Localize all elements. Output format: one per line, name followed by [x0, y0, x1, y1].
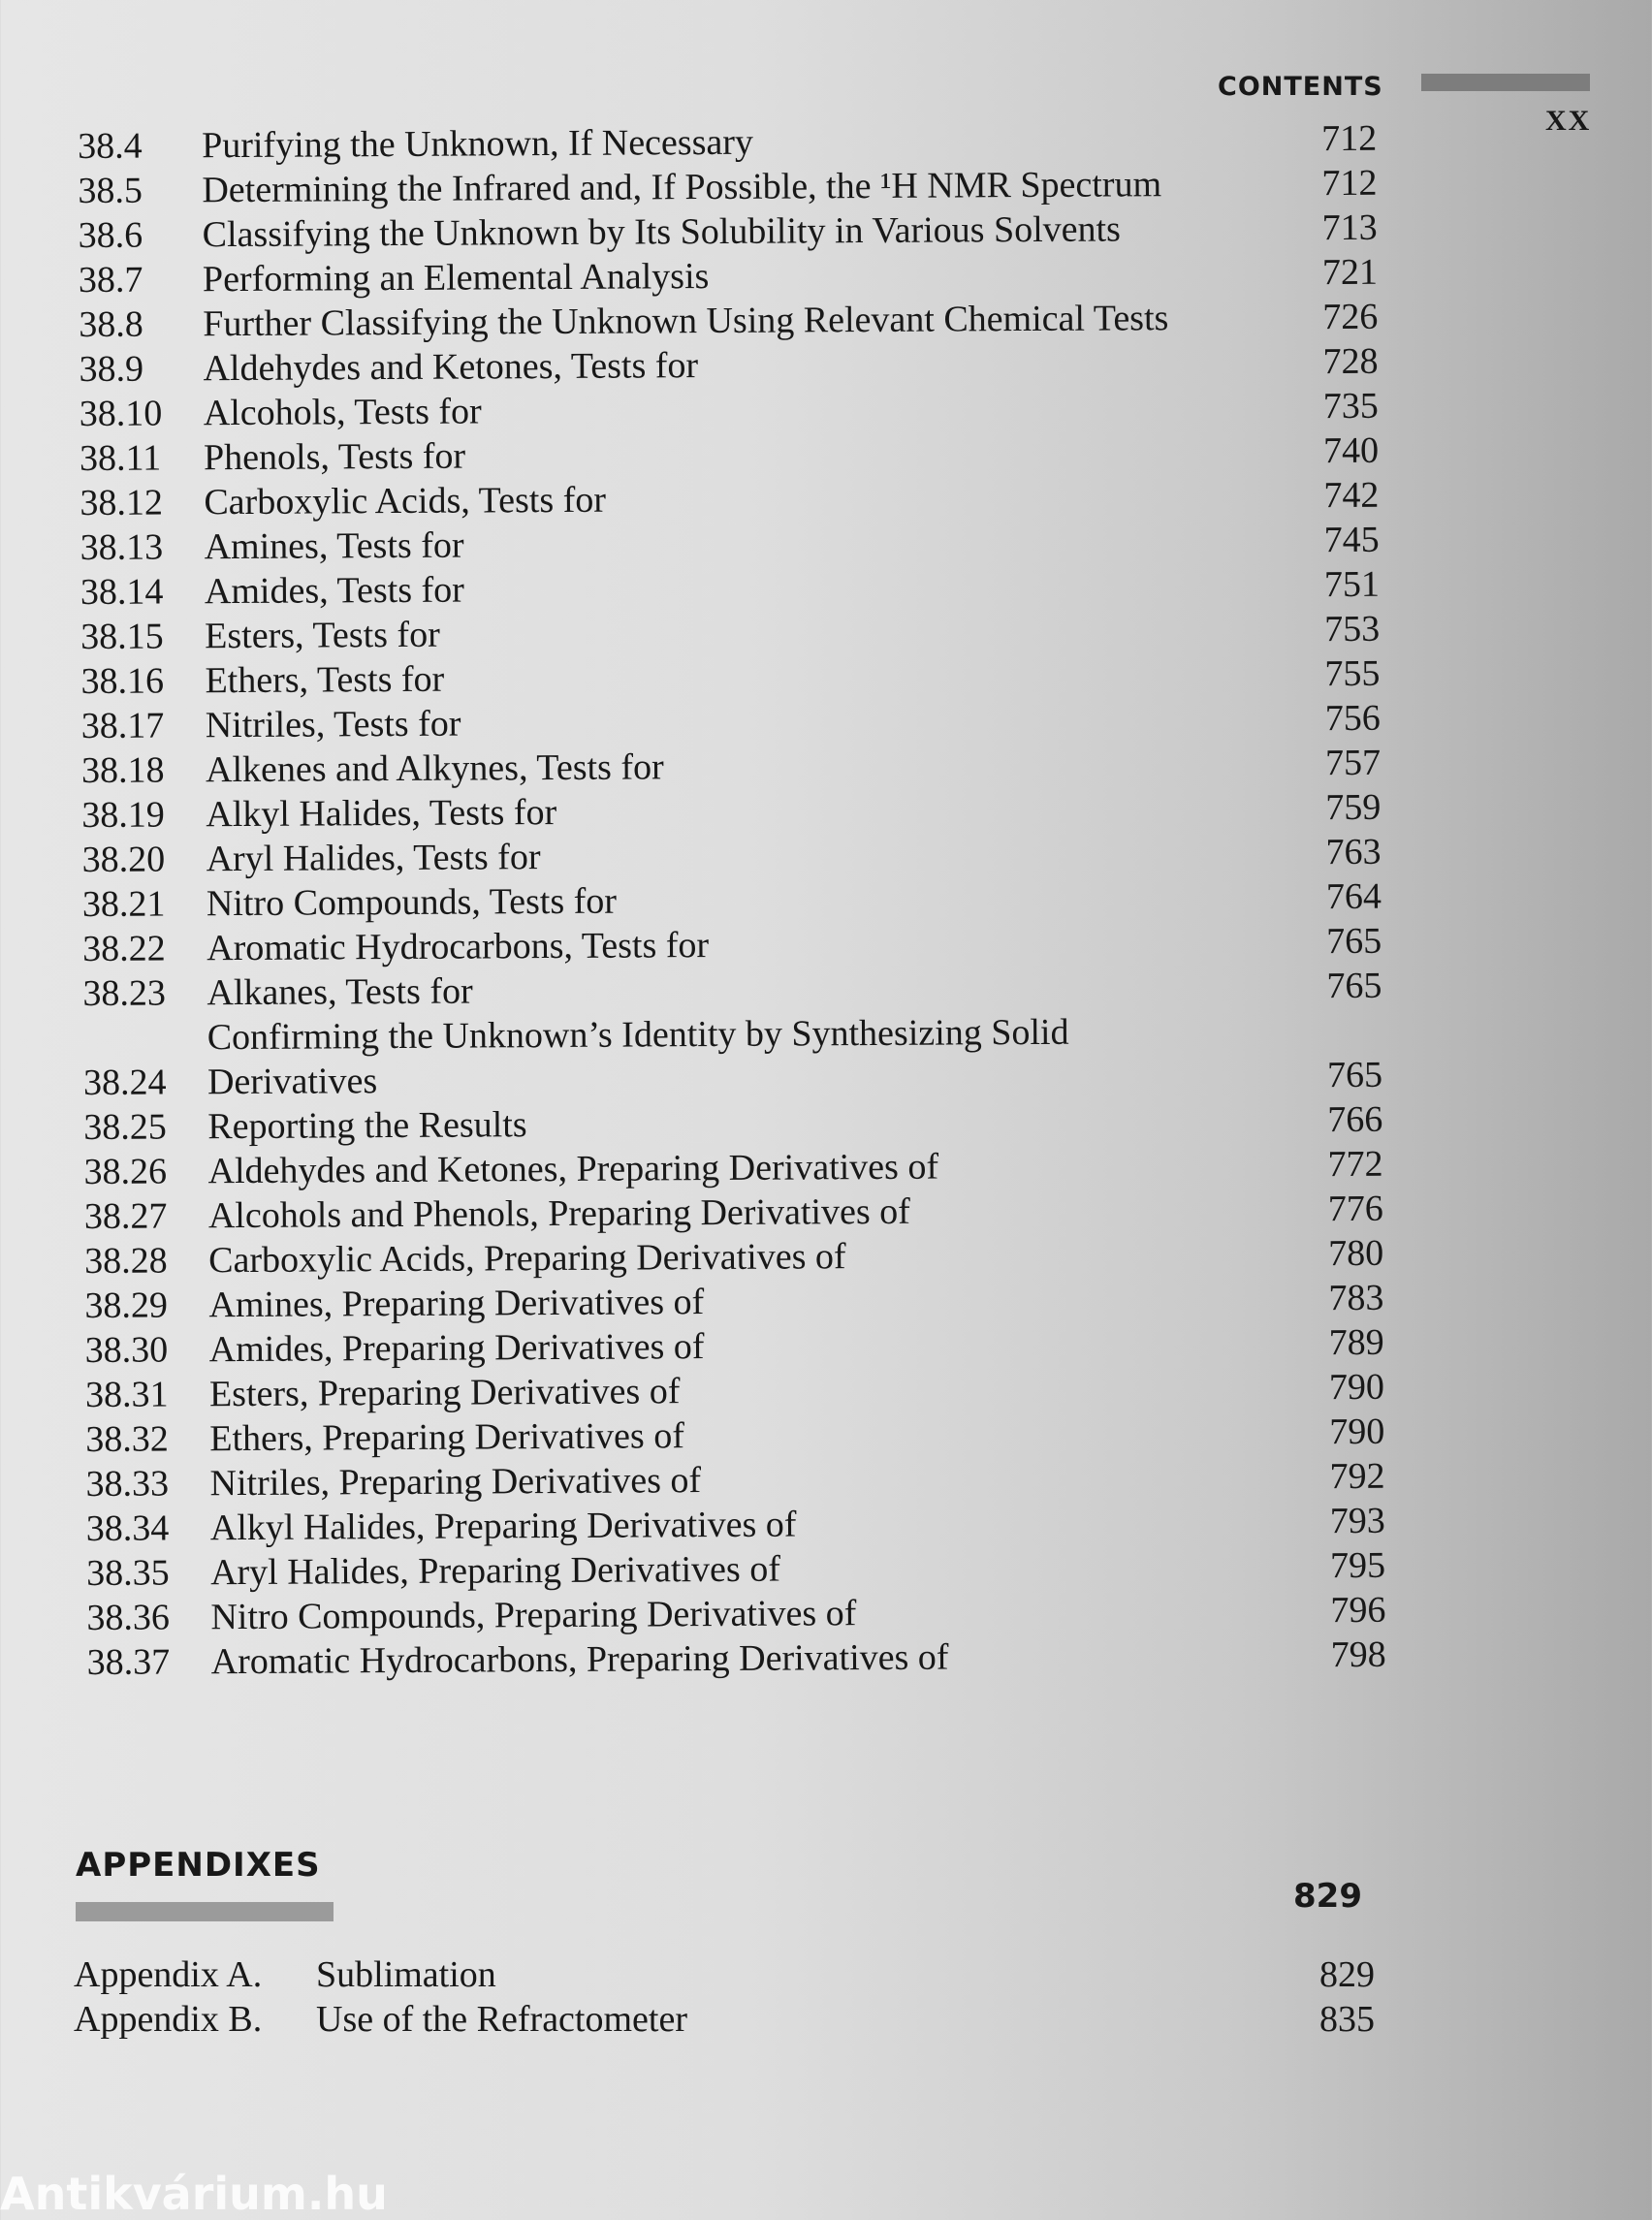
toc-entry-title: Amines, Preparing Derivatives of	[208, 1282, 705, 1326]
toc-entry-number: 38.29	[84, 1284, 169, 1326]
toc-entry-title: Ethers, Preparing Derivatives of	[209, 1415, 685, 1460]
toc-entry-number: 38.8	[79, 303, 143, 345]
appendix-entry-page: 835	[1319, 1999, 1375, 2040]
toc-entry	[85, 1454, 1384, 1506]
toc-entry-page: 765	[1326, 920, 1382, 963]
toc-entry-page: 772	[1327, 1143, 1383, 1186]
toc-entry-page: 735	[1322, 385, 1379, 428]
toc-entry-number: 38.11	[79, 437, 162, 479]
toc-entry-page: 742	[1323, 474, 1380, 517]
appendix-entry-page: 829	[1319, 1954, 1375, 1995]
toc-entry	[79, 473, 1379, 525]
toc-entry-title: Alkyl Halides, Preparing Derivatives of	[209, 1504, 797, 1549]
toc-entry-page: 764	[1325, 875, 1382, 918]
toc-entry-number: 38.24	[82, 1062, 167, 1103]
appendix-entry-title: Use of the Refractometer	[316, 1999, 687, 2040]
toc-entry	[80, 607, 1380, 659]
toc-entry	[80, 518, 1380, 570]
toc-entry-page: 776	[1327, 1188, 1383, 1230]
toc-entry-page: 712	[1321, 162, 1378, 205]
appendixes-rule	[76, 1902, 334, 1921]
toc-entry-number: 38.9	[79, 348, 144, 390]
toc-entry	[79, 295, 1378, 347]
toc-entry-title: Nitro Compounds, Preparing Derivatives of	[210, 1593, 857, 1638]
toc-entry-number: 38.32	[85, 1418, 169, 1460]
toc-entry-page: 766	[1327, 1098, 1383, 1141]
toc-entry-page: 783	[1328, 1277, 1384, 1319]
toc-entry-number: 38.25	[83, 1106, 167, 1148]
toc-entry-title: Ethers, Tests for	[205, 658, 445, 702]
toc-entry-number: 38.28	[84, 1240, 168, 1282]
toc-entry-page: 798	[1330, 1633, 1386, 1676]
toc-entry-number: 38.27	[83, 1195, 168, 1237]
toc-entry-number: 38.36	[86, 1597, 171, 1638]
toc-entry-title: Classifying the Unknown by Its Solubility in Various Solvents	[202, 208, 1122, 256]
appendix-entry-label: Appendix A.	[74, 1954, 263, 1995]
toc-entry-page: 790	[1328, 1366, 1385, 1409]
toc-entry-title: Performing an Elemental Analysis	[202, 256, 710, 301]
toc-entry-number: 38.7	[78, 259, 143, 301]
toc-entry-page: 728	[1322, 340, 1379, 383]
toc-entry-page: 796	[1330, 1589, 1386, 1632]
toc-entry-number: 38.6	[78, 214, 143, 256]
toc-entry	[81, 830, 1381, 882]
toc-entry-title: Aryl Halides, Tests for	[206, 837, 541, 880]
toc-entry-title: Confirming the Unknown’s Identity by Synthesizing Solid Derivatives	[206, 1011, 1069, 1103]
toc-entry	[82, 964, 1382, 1016]
toc-entry-title: Alkanes, Tests for	[206, 970, 473, 1014]
toc-entry	[82, 874, 1382, 927]
appendixes-heading: APPENDIXES	[76, 1846, 321, 1885]
toc-entry	[80, 562, 1380, 615]
toc-entry	[85, 1320, 1384, 1373]
appendix-entry-title: Sublimation	[316, 1954, 496, 1995]
watermark: Antikvárium.hu	[0, 2168, 388, 2220]
toc-entry	[85, 1365, 1384, 1417]
toc-entry-page: 792	[1329, 1455, 1385, 1498]
toc-entry-page: 726	[1322, 296, 1379, 338]
page-number: XX	[1545, 105, 1592, 137]
toc-entry-title: Esters, Tests for	[205, 614, 440, 657]
toc-entry	[87, 1633, 1386, 1685]
toc-entry-number: 38.23	[82, 972, 167, 1014]
toc-entry	[83, 1142, 1382, 1194]
toc-entry-page: 795	[1329, 1544, 1386, 1587]
toc-entry-page: 759	[1325, 786, 1382, 829]
appendix-entry	[74, 1997, 1375, 2042]
toc-entry-number: 38.26	[83, 1151, 168, 1192]
toc-entry-title: Amides, Preparing Derivatives of	[208, 1326, 705, 1371]
toc-entry-title: Further Classifying the Unknown Using Relevant Chemical Tests	[203, 298, 1169, 345]
toc-entry-page: 721	[1321, 251, 1379, 294]
toc-entry-number: 38.35	[86, 1552, 170, 1594]
toc-entry-title: Alkyl Halides, Tests for	[206, 791, 557, 836]
toc-entry	[78, 116, 1377, 169]
toc-entry-number: 38.22	[82, 928, 166, 969]
toc-entry	[81, 696, 1381, 748]
toc-entry-title: Alcohols and Phenols, Preparing Derivatives of	[207, 1190, 910, 1237]
toc-entry-number: 38.21	[81, 883, 166, 925]
toc-entry-number: 38.20	[81, 839, 166, 880]
toc-entry-page: 740	[1322, 429, 1380, 472]
appendix-list	[74, 1952, 1375, 2042]
toc-entry-number: 38.33	[85, 1463, 170, 1505]
toc-entry	[84, 1231, 1383, 1284]
toc-entry-number: 38.18	[80, 749, 165, 791]
toc-entry-title: Phenols, Tests for	[203, 435, 466, 479]
toc-entry-number: 38.34	[85, 1507, 170, 1549]
running-head: CONTENTS	[1218, 72, 1383, 102]
toc-entry-title: Aldehydes and Ketones, Tests for	[203, 345, 699, 390]
toc-entry-title: Aromatic Hydrocarbons, Preparing Derivatives of	[210, 1636, 949, 1683]
toc-entry-title: Purifying the Unknown, If Necessary	[202, 121, 754, 167]
toc-entry-page: 763	[1325, 831, 1382, 873]
appendix-entry	[74, 1952, 1375, 1997]
toc-entry	[85, 1410, 1384, 1462]
toc-entry-page: 790	[1329, 1411, 1385, 1453]
toc-entry	[86, 1499, 1385, 1551]
toc-entry-title: Amines, Tests for	[204, 524, 464, 568]
toc-entry-page: 757	[1324, 742, 1382, 784]
toc-entry-number: 38.10	[79, 393, 163, 434]
toc-entry-title: Alkenes and Alkynes, Tests for	[205, 746, 664, 791]
toc-entry-number: 38.16	[80, 660, 165, 702]
toc-entry	[79, 339, 1378, 392]
toc-entry-title: Nitro Compounds, Tests for	[206, 880, 618, 925]
toc-entry-number: 38.13	[79, 526, 164, 568]
toc-entry-title: Reporting the Results	[207, 1104, 527, 1148]
appendix-entry-label: Appendix B.	[74, 1999, 263, 2040]
toc-entry-title: Nitriles, Preparing Derivatives of	[209, 1460, 702, 1505]
toc-entry-number: 38.19	[81, 794, 165, 836]
appendixes-page-number: 829	[1293, 1877, 1362, 1916]
toc-entry-page: 745	[1323, 519, 1380, 561]
toc-entry	[79, 384, 1379, 436]
toc-entry-page: 751	[1323, 563, 1381, 606]
toc-entry-title: Amides, Tests for	[204, 569, 464, 613]
toc-entry-title: Alcohols, Tests for	[203, 391, 482, 434]
header-rule	[1421, 74, 1590, 91]
toc-entry-page: 780	[1328, 1232, 1384, 1275]
toc-entry-page: 753	[1324, 608, 1381, 650]
toc-entry-title: Aryl Halides, Preparing Derivatives of	[210, 1548, 781, 1594]
toc-entry	[78, 161, 1377, 213]
toc-entry-page: 756	[1324, 697, 1381, 740]
toc-entry-title: Aromatic Hydrocarbons, Tests for	[206, 925, 710, 969]
toc-entry	[84, 1187, 1383, 1239]
toc-entry-page: 755	[1324, 652, 1381, 695]
toc-entry-title: Aldehydes and Ketones, Preparing Derivatives of	[207, 1146, 939, 1192]
toc-entry	[84, 1276, 1383, 1328]
table-of-contents	[78, 116, 1386, 1685]
toc-entry-page: 789	[1328, 1321, 1384, 1364]
toc-entry	[86, 1543, 1385, 1596]
toc-entry-title: Carboxylic Acids, Preparing Derivatives of	[208, 1236, 846, 1282]
toc-entry	[82, 919, 1382, 971]
toc-entry-title: Nitriles, Tests for	[205, 703, 461, 746]
toc-entry-number: 38.30	[84, 1329, 169, 1371]
toc-entry-number: 38.5	[78, 170, 143, 211]
toc-entry-page: 765	[1326, 1054, 1383, 1096]
toc-entry-page: 793	[1329, 1500, 1385, 1542]
toc-entry	[79, 250, 1378, 302]
toc-entry-number: 38.31	[84, 1374, 169, 1415]
toc-entry	[81, 741, 1381, 793]
toc-entry-number: 38.14	[79, 571, 164, 613]
toc-entry-title: Esters, Preparing Derivatives of	[208, 1371, 681, 1415]
toc-entry	[83, 1008, 1383, 1105]
toc-entry-number: 38.15	[80, 616, 164, 657]
toc-entry-page: 712	[1320, 117, 1378, 160]
toc-entry-title: Determining the Infrared and, If Possible, the ¹H NMR Spectrum	[202, 164, 1162, 211]
toc-entry-title: Carboxylic Acids, Tests for	[204, 479, 607, 523]
toc-entry	[83, 1097, 1382, 1150]
toc-entry-number: 38.17	[80, 705, 165, 746]
toc-entry-number: 38.4	[78, 125, 143, 167]
toc-entry	[79, 206, 1378, 258]
toc-entry-number: 38.12	[79, 482, 164, 523]
toc-entry	[79, 428, 1379, 481]
toc-entry-page: 713	[1321, 206, 1378, 249]
toc-entry-page: 765	[1326, 965, 1382, 1007]
toc-entry-number: 38.37	[86, 1641, 171, 1683]
toc-entry	[86, 1588, 1385, 1640]
toc-entry	[80, 651, 1380, 704]
toc-entry	[81, 785, 1381, 838]
